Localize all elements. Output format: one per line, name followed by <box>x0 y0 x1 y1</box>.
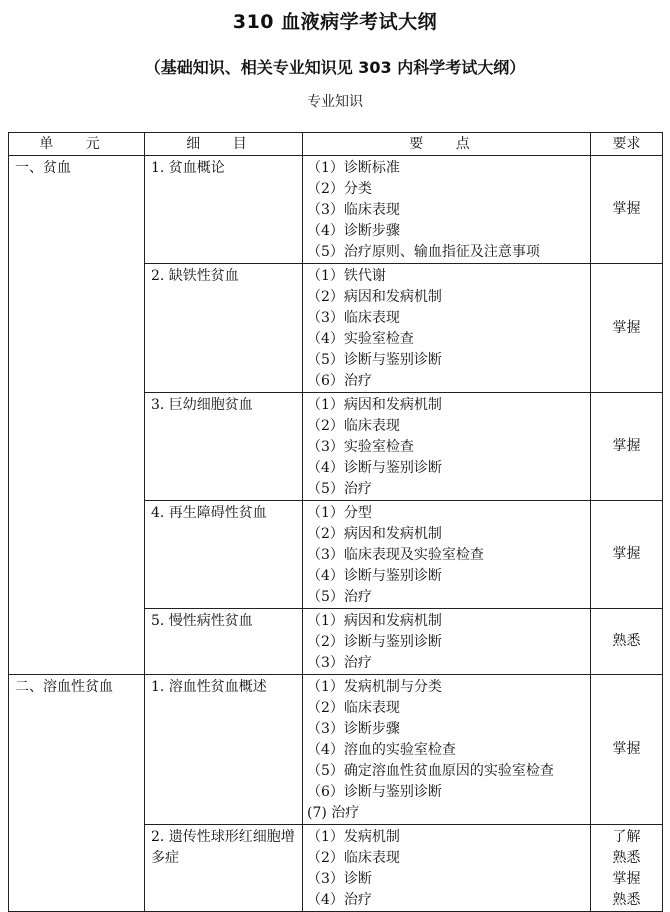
requirement-text: 掌握 <box>612 546 641 562</box>
point-text: （1）铁代谢 <box>307 268 386 284</box>
unit-cell <box>9 675 145 912</box>
requirement-cell <box>591 609 663 675</box>
points-cell <box>303 501 591 609</box>
requirement-text: 了解 <box>612 829 641 845</box>
document-title: 310 血液病学考试大纲 <box>232 11 438 33</box>
requirement-cell <box>591 501 663 609</box>
item-cell <box>145 156 303 264</box>
point-text: （4）治疗 <box>307 892 372 908</box>
requirement-text: 熟悉 <box>612 850 641 866</box>
item-name: 2. 缺铁性贫血 <box>151 268 239 284</box>
item-name: 2. 遗传性球形红细胞增多症 <box>151 829 295 866</box>
requirement-cell <box>591 675 663 825</box>
header-item: 细 目 <box>145 133 303 156</box>
requirement-text: 掌握 <box>612 438 641 454</box>
point-text: （2）分类 <box>307 181 372 197</box>
point-text: （5）治疗原则、输血指征及注意事项 <box>307 244 540 260</box>
point-text: （3）诊断步骤 <box>307 721 400 737</box>
point-text: （4）溶血的实验室检查 <box>307 742 456 758</box>
point-text: （5）诊断与鉴别诊断 <box>307 352 442 368</box>
section-heading: 专业知识 <box>307 94 363 110</box>
item-cell <box>145 675 303 825</box>
requirement-cell <box>591 264 663 393</box>
point-text: （5）治疗 <box>307 481 372 497</box>
point-text: （2）病因和发病机制 <box>307 526 442 542</box>
point-text: （3）实验室检查 <box>307 439 414 455</box>
point-text: （5）治疗 <box>307 589 372 605</box>
item-cell <box>145 393 303 501</box>
syllabus-table <box>8 132 663 912</box>
point-text: （1）病因和发病机制 <box>307 613 442 629</box>
requirement-cell <box>591 825 663 912</box>
requirement-cell <box>591 393 663 501</box>
points-cell <box>303 393 591 501</box>
point-text: （4）诊断步骤 <box>307 223 400 239</box>
points-cell <box>303 675 591 825</box>
point-text: （1）发病机制 <box>307 829 400 845</box>
requirement-text: 掌握 <box>612 741 641 757</box>
points-cell <box>303 825 591 912</box>
header-points: 要 点 <box>303 133 591 156</box>
item-name: 1. 溶血性贫血概述 <box>151 679 267 695</box>
table-header-row <box>9 133 663 156</box>
point-text: （6）治疗 <box>307 373 372 389</box>
point-text: （3）临床表现 <box>307 202 400 218</box>
point-text: （1）分型 <box>307 505 372 521</box>
item-name: 3. 巨幼细胞贫血 <box>151 397 253 413</box>
requirement-text: 熟悉 <box>612 633 641 649</box>
requirement-text: 熟悉 <box>612 892 641 908</box>
table-row <box>9 156 663 264</box>
points-cell <box>303 264 591 393</box>
point-text: （5）确定溶血性贫血原因的实验室检查 <box>307 763 554 779</box>
table-row <box>9 675 663 825</box>
point-text: （6）诊断与鉴别诊断 <box>307 784 442 800</box>
unit-name: 二、溶血性贫血 <box>15 679 113 695</box>
point-text: （3）临床表现 <box>307 310 400 326</box>
point-text: （3）临床表现及实验室检查 <box>307 547 484 563</box>
point-text: （2）临床表现 <box>307 700 400 716</box>
points-cell <box>303 609 591 675</box>
point-text: （2）诊断与鉴别诊断 <box>307 634 442 650</box>
point-text: （2）临床表现 <box>307 850 400 866</box>
header-unit: 单 元 <box>9 133 145 156</box>
point-text: （1）诊断标准 <box>307 160 400 176</box>
requirement-text: 掌握 <box>612 319 641 336</box>
point-text: （3）诊断 <box>307 871 372 887</box>
point-text: （2）病因和发病机制 <box>307 289 442 305</box>
point-text: （1）发病机制与分类 <box>307 679 442 695</box>
points-cell <box>303 156 591 264</box>
point-text: （1）病因和发病机制 <box>307 397 442 413</box>
item-cell <box>145 609 303 675</box>
item-cell <box>145 501 303 609</box>
item-name: 4. 再生障碍性贫血 <box>151 505 267 521</box>
point-text: （4）诊断与鉴别诊断 <box>307 568 442 584</box>
point-text: （2）临床表现 <box>307 418 400 434</box>
unit-cell <box>9 156 145 675</box>
item-cell <box>145 825 303 912</box>
document-subtitle: （基础知识、相关专业知识见 303 内科学考试大纲） <box>144 58 526 77</box>
requirement-text: 掌握 <box>612 871 641 887</box>
requirement-text: 掌握 <box>612 201 641 217</box>
point-text: （4）诊断与鉴别诊断 <box>307 460 442 476</box>
item-cell <box>145 264 303 393</box>
point-text: (7) 治疗 <box>307 805 360 821</box>
requirement-cell <box>591 156 663 264</box>
item-name: 1. 贫血概论 <box>151 160 225 176</box>
point-text: （3）治疗 <box>307 655 372 671</box>
item-name: 5. 慢性病性贫血 <box>151 613 253 629</box>
unit-name: 一、贫血 <box>15 160 71 176</box>
header-requirement: 要求 <box>591 133 663 156</box>
point-text: （4）实验室检查 <box>307 331 414 347</box>
